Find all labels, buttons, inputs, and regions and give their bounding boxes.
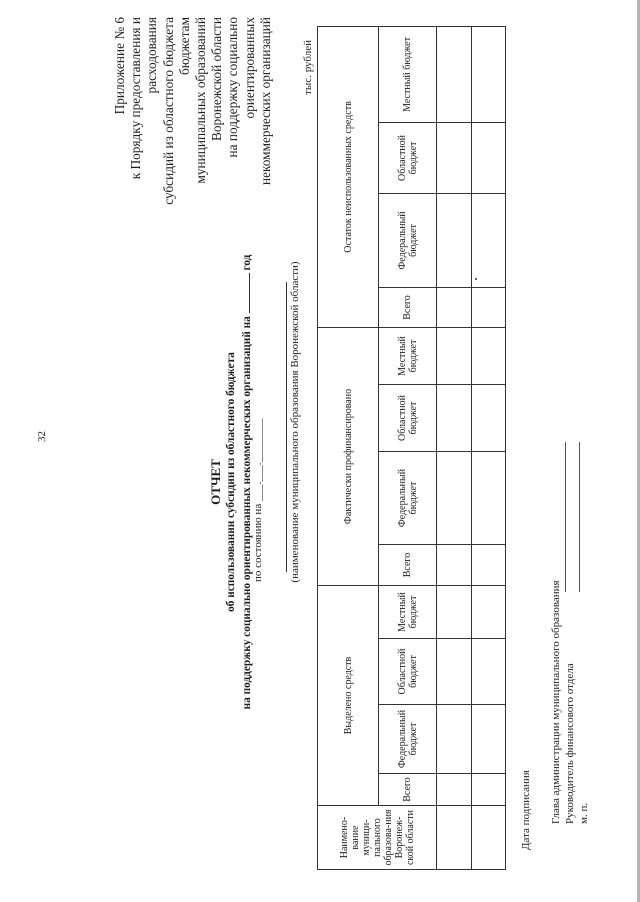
appendix-line: к Порядку предоставления и расходования [128,17,160,180]
appendix-line: некоммерческих организаций [257,17,273,186]
subheader-federal: Федеральный бюджет [379,452,437,545]
table-cell [437,806,471,870]
table-cell [471,774,506,806]
table-cell [437,122,471,193]
subheader-total: Всего [379,287,437,327]
head-signature-line [565,442,566,592]
year-blank [240,273,250,313]
page-number: 32 [36,431,48,442]
header-allocated: Выделено средств [318,586,379,806]
subheader-total: Всего [379,545,437,586]
table-cell [471,122,506,193]
table-cell [471,26,506,122]
subheader-regional: Областной бюджет [379,122,437,193]
table-row [471,26,506,869]
report-subtitle-line-1: об использовании субсидии из областного бюджета [225,352,237,612]
as-of-date: по состоянию на ___.___.________ [252,418,264,582]
table-cell [437,193,471,287]
subheader-federal: Федеральный бюджет [379,705,437,774]
header-municipality: Наимено-вание муници-пального образова-ния Воронеж-ской области [318,806,437,870]
table-cell [437,639,471,705]
subheader-regional: Областной бюджет [379,639,437,705]
report-subtitle-year: год [241,254,253,271]
table-cell [437,26,471,122]
report-subtitle [223,202,255,762]
subheader-local: Местный бюджет [379,327,437,384]
report-title: ОТЧЕТ [208,459,223,505]
table-cell [471,327,506,384]
appendix-line: муниципальных образований Воронежской области [193,17,225,184]
appendix-line: субсидий из областного бюджета бюджетам [160,17,192,205]
table-row [437,26,471,869]
finance-head-label: Руководитель финансового отдела [564,663,576,824]
table-cell [471,586,506,639]
municipality-fill-line [286,282,287,572]
finance-signature-line [579,442,580,592]
signing-date-label: Дата подписания [520,770,532,850]
seal-place-label: м. п. [578,802,590,824]
subheader-federal: Федеральный бюджет [379,193,437,287]
subheader-local: Местный бюджет [379,586,437,639]
report-table [317,26,506,870]
table-cell [471,287,506,327]
table-cell [471,639,506,705]
table-cell [437,327,471,384]
table-cell [437,452,471,545]
table-cell [471,705,506,774]
head-of-administration-label: Глава администрации муниципального образования [550,580,562,824]
header-financed: Фактически профинансировано [318,327,379,585]
table-cell [471,545,506,586]
table-cell [437,287,471,327]
table-cell [437,385,471,452]
table-cell [437,774,471,806]
appendix-line: на поддержку социально ориентированных [225,17,257,158]
scan-speck [475,278,477,280]
header-remaining: Остаток неиспользованных средств [318,26,379,327]
table-cell [471,806,506,870]
table-cell [437,705,471,774]
subheader-local: Местный бюджет [379,26,437,122]
table-cell [437,586,471,639]
table-cell [471,452,506,545]
municipality-caption: (наименование муниципального образования Воронежской области) [289,261,301,583]
table-cell [471,193,506,287]
subheader-regional: Областной бюджет [379,385,437,452]
table-cell [471,385,506,452]
subheader-total: Всего [379,774,437,806]
appendix-line: Приложение № 6 [112,17,127,115]
unit-label: тыс. рублей [302,40,314,95]
report-subtitle-text: на поддержку социально ориентированных некоммерческих организаций на [241,316,253,710]
table-cell [437,545,471,586]
